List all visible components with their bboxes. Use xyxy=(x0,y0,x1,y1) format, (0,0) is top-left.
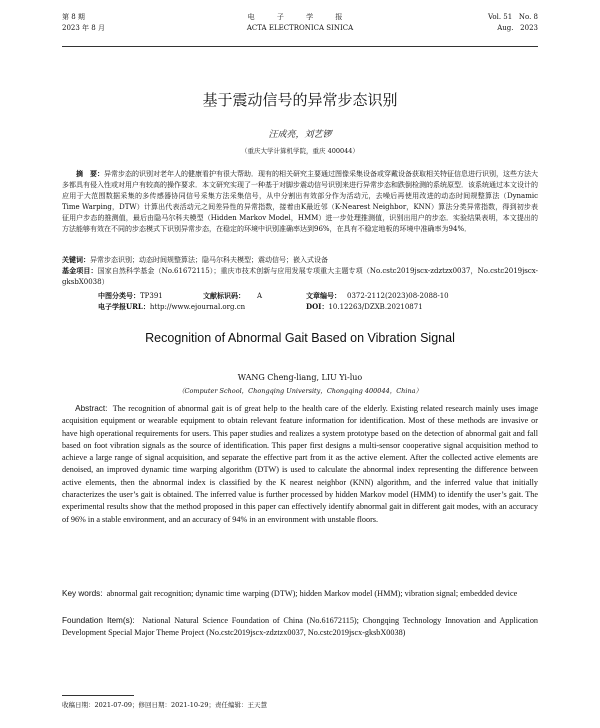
authors-en: WANG Cheng-liang, LIU Yi-luo xyxy=(237,373,363,382)
abstract-cn-text: 异常步态的识别对老年人的健康看护有很大帮助．现有的相关研究主要通过图像采集设备或穿戴设备获取相关特征信息进行识别，这些方法大多都具有侵入性或对用户有较高的操作要求．本文研究实现了一种基于对脚步震动信号识别来进行异常步态和跌倒检测的系统原型．该系统通过本文设计的应用于大范围数据采集的多传感器协同信号采集方法采集信号，从中分割出有效部分作为活动元，去噪后再使用改进的动态时间规整算法（Dynamic Time Warping，DTW）计算出代表活动元之间差异性的异常指数，接着由K最近邻（K-Nearest Neighbor，KNN）算法分类异常指数，得到初步表征用户步态的推测值，最后由隐马尔科夫模型（Hidden Markov Model，HMM）进一步处理推测值，识别出用户的步态．实验结果表明，本文提出的方法能够有效在不同的步态模式下识别异常步态，在稳定的环境中识别准确率达到96%，在具有不稳定地板的环境中准确率为94%． xyxy=(62,170,538,233)
abstract-cn xyxy=(62,168,538,235)
affiliation-en: （Computer School，Chongqing University，Chongqing 400044，China） xyxy=(177,387,423,395)
paper-title-cn: 基于震动信号的异常步态识别 xyxy=(202,91,398,109)
fund-en-label: Foundation Item(s): xyxy=(62,616,135,625)
fund-cn xyxy=(62,265,538,288)
abstract-en-text: The recognition of abnormal gait is of great help to the health care of the elderly. Existing related research mainly uses image acquisition equipment or wearable equipment to obtain relevant feature information for identification. Most of these methods are invasive or have high operational requirements for users. This paper studies and realizes a system prototype based on the detection of abnormal gait and fall based on foot vibration signals as the source of identification. This paper first designs a multi-sensor cooperative signal acquisition method to achieve a large range of signal acquisition, and separate the effective part from it as the active element. After the collected active elements are denoised, an improved dynamic time warping algorithm (DTW) is used to calculate the abnormal index representing the difference between active elements, then the abnormal index is classified by the K nearest neighbor (KNN) algorithm, and the inferred value that initially characterizes the user’s gait is obtained. The inferred value is further processed by hidden Markov model (HMM) to identify the user’s gait. The experimental results show that the method proposed in this paper can effectively identify abnormal gait in different gait modes, with an accuracy of 96% in a stable environment, and an accuracy of 94% in an environment with unstable floors. xyxy=(62,404,538,524)
doi-value[interactable]: 10.12263/DZXB.20210871 xyxy=(328,303,423,311)
paper-title-en: Recognition of Abnormal Gait Based on Vibration Signal xyxy=(145,331,455,345)
doi xyxy=(306,301,423,313)
journal-name-cn: 电 子 学 报 xyxy=(247,13,353,21)
keywords-en xyxy=(62,588,538,600)
footnote-rule xyxy=(62,695,134,696)
clc-label: 中图分类号： xyxy=(98,291,140,300)
abstract-cn-label: 摘 要： xyxy=(76,169,104,178)
header-right xyxy=(488,12,538,34)
date-en: Aug. 2023 xyxy=(497,24,538,32)
affiliation-cn: （重庆大学计算机学院，重庆 400044） xyxy=(241,147,359,155)
header-center xyxy=(62,12,538,34)
doi-label: DOI： xyxy=(306,302,329,311)
fund-en xyxy=(62,615,538,640)
keywords-en-text: abnormal gait recognition; dynamic time warping (DTW); hidden Markov model (HMM); vibration signal; embedded device xyxy=(106,589,518,598)
journal-name-en: ACTA ELECTRONICA SINICA xyxy=(246,24,354,32)
fund-cn-label: 基金项目： xyxy=(62,266,98,275)
journal-url xyxy=(98,301,245,313)
doc-value: A xyxy=(257,292,263,300)
page-header xyxy=(62,8,538,48)
doc-label: 文献标识码： xyxy=(203,291,245,300)
url-value[interactable]: http://www.ejournal.org.cn xyxy=(149,303,246,311)
keywords-cn-label: 关键词： xyxy=(62,255,90,264)
abstract-en-label: Abstract: xyxy=(75,404,108,413)
keywords-cn-text: 异常步态识别；动态时间规整算法；隐马尔科夫模型；震动信号；嵌入式设备 xyxy=(90,256,328,264)
volume-number: Vol. 51 No. 8 xyxy=(487,13,538,21)
header-rule xyxy=(62,46,538,47)
authors-cn: 汪成亮，刘艺锣 xyxy=(268,130,332,140)
received-date-footnote: 收稿日期：2021-07-09；修回日期：2021-10-29；责任编辑：王天慧 xyxy=(62,701,267,709)
url-label: 电子学报URL： xyxy=(98,302,150,311)
keywords-en-label: Key words: xyxy=(62,589,103,598)
issue-cn: 第 8 期 xyxy=(62,13,85,21)
fund-en-text: National Natural Science Foundation of China (No.61672115); Chongqing Technology Innovation and Application Development Special Major Theme Project (No.cstc2019jscx-zdztzx0037, No.cstc2019jscx-gksbX0038) xyxy=(62,616,539,638)
clc-value: TP391 xyxy=(140,292,163,300)
article-value: 0372-2112(2023)08-2088-10 xyxy=(347,292,449,300)
article-label: 文章编号： xyxy=(306,291,341,300)
fund-cn-text: 国家自然科学基金（No.61672115）；重庆市技术创新与应用发展专项重大主题专项（No.cstc2019jscx-zdztzx0037，No.cstc2019jscx-gksbX0038） xyxy=(62,267,538,286)
date-cn: 2023 年 8 月 xyxy=(62,24,105,32)
abstract-en xyxy=(62,403,538,526)
